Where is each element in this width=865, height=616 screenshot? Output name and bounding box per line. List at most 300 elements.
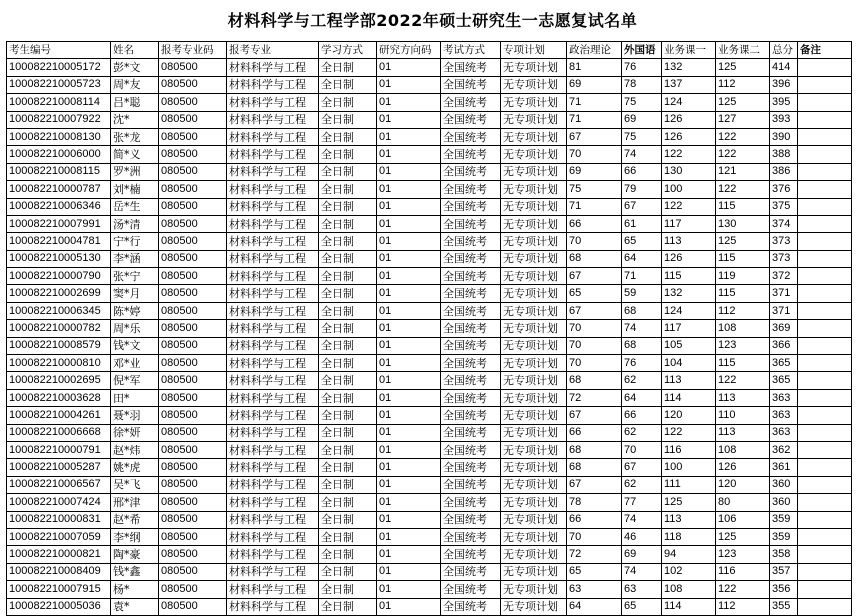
cell-politics-score: 67 bbox=[567, 302, 622, 319]
cell-politics-score: 70 bbox=[567, 355, 622, 372]
table-row bbox=[7, 59, 852, 76]
cell-major: 材料科学与工程 bbox=[227, 111, 319, 128]
cell-exam-type: 全国统考 bbox=[441, 389, 501, 406]
cell-remarks bbox=[798, 494, 852, 511]
cell-total-score: 369 bbox=[770, 320, 798, 337]
cell-special-plan: 无专项计划 bbox=[501, 424, 567, 441]
cell-major-code: 080500 bbox=[159, 389, 227, 406]
cell-total-score: 393 bbox=[770, 111, 798, 128]
cell-name: 李*纲 bbox=[111, 528, 159, 545]
cell-special-plan: 无专项计划 bbox=[501, 111, 567, 128]
cell-research-direction-code: 01 bbox=[377, 511, 441, 528]
column-header-politics-score: 政治理论 bbox=[567, 42, 622, 59]
cell-name: 陶*豪 bbox=[111, 546, 159, 563]
cell-special-plan: 无专项计划 bbox=[501, 215, 567, 232]
cell-candidate-id: 100082210002699 bbox=[7, 285, 111, 302]
cell-candidate-id: 100082210006668 bbox=[7, 424, 111, 441]
cell-special-plan: 无专项计划 bbox=[501, 563, 567, 580]
cell-research-direction-code: 01 bbox=[377, 528, 441, 545]
cell-foreign-language-score: 46 bbox=[622, 528, 662, 545]
cell-candidate-id: 100082210006000 bbox=[7, 146, 111, 163]
cell-total-score: 363 bbox=[770, 424, 798, 441]
cell-research-direction-code: 01 bbox=[377, 355, 441, 372]
column-header-study-mode: 学习方式 bbox=[319, 42, 377, 59]
table-row bbox=[7, 181, 852, 198]
cell-candidate-id: 100082210007424 bbox=[7, 494, 111, 511]
cell-name: 赵*希 bbox=[111, 511, 159, 528]
cell-total-score: 373 bbox=[770, 233, 798, 250]
table-row bbox=[7, 94, 852, 111]
cell-name: 张*宁 bbox=[111, 268, 159, 285]
cell-study-mode: 全日制 bbox=[319, 546, 377, 563]
cell-foreign-language-score: 74 bbox=[622, 320, 662, 337]
cell-foreign-language-score: 69 bbox=[622, 546, 662, 563]
cell-course-2-score: 126 bbox=[716, 459, 770, 476]
cell-candidate-id: 100082210004781 bbox=[7, 233, 111, 250]
cell-course-1-score: 102 bbox=[662, 563, 716, 580]
cell-course-1-score: 124 bbox=[662, 302, 716, 319]
cell-course-1-score: 122 bbox=[662, 198, 716, 215]
cell-course-1-score: 115 bbox=[662, 268, 716, 285]
cell-exam-type: 全国统考 bbox=[441, 424, 501, 441]
table-row bbox=[7, 215, 852, 232]
cell-foreign-language-score: 74 bbox=[622, 511, 662, 528]
cell-major-code: 080500 bbox=[159, 285, 227, 302]
cell-study-mode: 全日制 bbox=[319, 441, 377, 458]
cell-study-mode: 全日制 bbox=[319, 528, 377, 545]
cell-study-mode: 全日制 bbox=[319, 459, 377, 476]
cell-remarks bbox=[798, 59, 852, 76]
cell-politics-score: 67 bbox=[567, 268, 622, 285]
cell-foreign-language-score: 68 bbox=[622, 302, 662, 319]
cell-major-code: 080500 bbox=[159, 163, 227, 180]
cell-name: 钱*文 bbox=[111, 337, 159, 354]
cell-study-mode: 全日制 bbox=[319, 494, 377, 511]
cell-study-mode: 全日制 bbox=[319, 111, 377, 128]
cell-course-1-score: 122 bbox=[662, 146, 716, 163]
cell-candidate-id: 100082210005130 bbox=[7, 250, 111, 267]
cell-total-score: 365 bbox=[770, 372, 798, 389]
cell-name: 简*义 bbox=[111, 146, 159, 163]
table-row bbox=[7, 424, 852, 441]
cell-remarks bbox=[798, 441, 852, 458]
cell-candidate-id: 100082210003628 bbox=[7, 389, 111, 406]
cell-course-2-score: 110 bbox=[716, 407, 770, 424]
table-row bbox=[7, 163, 852, 180]
cell-exam-type: 全国统考 bbox=[441, 546, 501, 563]
cell-major-code: 080500 bbox=[159, 441, 227, 458]
cell-candidate-id: 100082210000791 bbox=[7, 441, 111, 458]
cell-exam-type: 全国统考 bbox=[441, 372, 501, 389]
cell-special-plan: 无专项计划 bbox=[501, 181, 567, 198]
table-body bbox=[7, 59, 852, 616]
cell-major: 材料科学与工程 bbox=[227, 424, 319, 441]
cell-foreign-language-score: 75 bbox=[622, 94, 662, 111]
cell-special-plan: 无专项计划 bbox=[501, 441, 567, 458]
cell-special-plan: 无专项计划 bbox=[501, 494, 567, 511]
cell-total-score: 357 bbox=[770, 563, 798, 580]
cell-politics-score: 63 bbox=[567, 581, 622, 598]
cell-name: 汤*清 bbox=[111, 215, 159, 232]
cell-candidate-id: 100082210006345 bbox=[7, 302, 111, 319]
cell-name: 岳*生 bbox=[111, 198, 159, 215]
table-row bbox=[7, 250, 852, 267]
table-row bbox=[7, 476, 852, 493]
cell-total-score: 414 bbox=[770, 59, 798, 76]
cell-exam-type: 全国统考 bbox=[441, 250, 501, 267]
cell-study-mode: 全日制 bbox=[319, 59, 377, 76]
cell-major-code: 080500 bbox=[159, 76, 227, 93]
cell-major-code: 080500 bbox=[159, 598, 227, 615]
cell-special-plan: 无专项计划 bbox=[501, 459, 567, 476]
cell-major: 材料科学与工程 bbox=[227, 146, 319, 163]
cell-candidate-id: 100082210007059 bbox=[7, 528, 111, 545]
cell-research-direction-code: 01 bbox=[377, 459, 441, 476]
cell-major-code: 080500 bbox=[159, 181, 227, 198]
cell-special-plan: 无专项计划 bbox=[501, 163, 567, 180]
cell-foreign-language-score: 62 bbox=[622, 424, 662, 441]
cell-candidate-id: 100082210002695 bbox=[7, 372, 111, 389]
cell-major-code: 080500 bbox=[159, 459, 227, 476]
table-row bbox=[7, 233, 852, 250]
cell-remarks bbox=[798, 337, 852, 354]
cell-course-2-score: 108 bbox=[716, 320, 770, 337]
cell-research-direction-code: 01 bbox=[377, 128, 441, 145]
cell-special-plan: 无专项计划 bbox=[501, 268, 567, 285]
cell-candidate-id: 100082210006567 bbox=[7, 476, 111, 493]
cell-remarks bbox=[798, 111, 852, 128]
cell-candidate-id: 100082210007922 bbox=[7, 111, 111, 128]
cell-remarks bbox=[798, 268, 852, 285]
cell-course-2-score: 112 bbox=[716, 598, 770, 615]
cell-total-score: 356 bbox=[770, 581, 798, 598]
table-row bbox=[7, 441, 852, 458]
column-header-foreign-language-score: 外国语 bbox=[622, 42, 662, 59]
cell-politics-score: 69 bbox=[567, 163, 622, 180]
cell-special-plan: 无专项计划 bbox=[501, 94, 567, 111]
cell-course-1-score: 113 bbox=[662, 511, 716, 528]
cell-research-direction-code: 01 bbox=[377, 372, 441, 389]
cell-major-code: 080500 bbox=[159, 546, 227, 563]
cell-course-2-score: 122 bbox=[716, 146, 770, 163]
cell-politics-score: 66 bbox=[567, 215, 622, 232]
table-row bbox=[7, 511, 852, 528]
cell-special-plan: 无专项计划 bbox=[501, 76, 567, 93]
cell-course-1-score: 125 bbox=[662, 494, 716, 511]
cell-foreign-language-score: 64 bbox=[622, 389, 662, 406]
cell-major: 材料科学与工程 bbox=[227, 198, 319, 215]
cell-research-direction-code: 01 bbox=[377, 476, 441, 493]
cell-foreign-language-score: 77 bbox=[622, 494, 662, 511]
cell-course-2-score: 125 bbox=[716, 94, 770, 111]
cell-total-score: 363 bbox=[770, 389, 798, 406]
cell-remarks bbox=[798, 563, 852, 580]
cell-research-direction-code: 01 bbox=[377, 546, 441, 563]
cell-remarks bbox=[798, 285, 852, 302]
cell-course-1-score: 114 bbox=[662, 598, 716, 615]
cell-candidate-id: 100082210008115 bbox=[7, 163, 111, 180]
table-row bbox=[7, 128, 852, 145]
cell-course-1-score: 126 bbox=[662, 111, 716, 128]
cell-remarks bbox=[798, 163, 852, 180]
cell-course-1-score: 122 bbox=[662, 424, 716, 441]
cell-major: 材料科学与工程 bbox=[227, 546, 319, 563]
cell-special-plan: 无专项计划 bbox=[501, 128, 567, 145]
cell-exam-type: 全国统考 bbox=[441, 128, 501, 145]
cell-course-1-score: 104 bbox=[662, 355, 716, 372]
cell-major: 材料科学与工程 bbox=[227, 581, 319, 598]
cell-exam-type: 全国统考 bbox=[441, 302, 501, 319]
cell-special-plan: 无专项计划 bbox=[501, 528, 567, 545]
cell-major: 材料科学与工程 bbox=[227, 94, 319, 111]
cell-politics-score: 70 bbox=[567, 146, 622, 163]
cell-remarks bbox=[798, 128, 852, 145]
cell-name: 邓*业 bbox=[111, 355, 159, 372]
cell-research-direction-code: 01 bbox=[377, 146, 441, 163]
cell-course-1-score: 132 bbox=[662, 285, 716, 302]
cell-foreign-language-score: 76 bbox=[622, 59, 662, 76]
cell-course-2-score: 115 bbox=[716, 250, 770, 267]
cell-total-score: 359 bbox=[770, 528, 798, 545]
cell-remarks bbox=[798, 320, 852, 337]
cell-exam-type: 全国统考 bbox=[441, 163, 501, 180]
cell-exam-type: 全国统考 bbox=[441, 59, 501, 76]
cell-remarks bbox=[798, 76, 852, 93]
cell-course-1-score: 94 bbox=[662, 546, 716, 563]
cell-politics-score: 71 bbox=[567, 111, 622, 128]
cell-major: 材料科学与工程 bbox=[227, 76, 319, 93]
cell-total-score: 388 bbox=[770, 146, 798, 163]
cell-foreign-language-score: 69 bbox=[622, 111, 662, 128]
document-title: 材料科学与工程学部2022年硕士研究生一志愿复试名单 bbox=[227, 11, 638, 30]
cell-foreign-language-score: 59 bbox=[622, 285, 662, 302]
cell-politics-score: 68 bbox=[567, 441, 622, 458]
cell-major-code: 080500 bbox=[159, 146, 227, 163]
cell-course-1-score: 100 bbox=[662, 459, 716, 476]
cell-politics-score: 71 bbox=[567, 198, 622, 215]
cell-total-score: 371 bbox=[770, 302, 798, 319]
cell-remarks bbox=[798, 233, 852, 250]
column-header-total-score: 总分 bbox=[770, 42, 798, 59]
cell-major-code: 080500 bbox=[159, 215, 227, 232]
cell-course-1-score: 126 bbox=[662, 250, 716, 267]
cell-course-1-score: 132 bbox=[662, 59, 716, 76]
cell-exam-type: 全国统考 bbox=[441, 198, 501, 215]
cell-special-plan: 无专项计划 bbox=[501, 598, 567, 615]
column-header-exam-type: 考试方式 bbox=[441, 42, 501, 59]
cell-course-1-score: 113 bbox=[662, 233, 716, 250]
cell-study-mode: 全日制 bbox=[319, 215, 377, 232]
cell-major: 材料科学与工程 bbox=[227, 337, 319, 354]
cell-remarks bbox=[798, 372, 852, 389]
cell-course-2-score: 113 bbox=[716, 424, 770, 441]
table-row bbox=[7, 494, 852, 511]
cell-study-mode: 全日制 bbox=[319, 163, 377, 180]
cell-major-code: 080500 bbox=[159, 111, 227, 128]
cell-remarks bbox=[798, 146, 852, 163]
cell-research-direction-code: 01 bbox=[377, 233, 441, 250]
cell-major-code: 080500 bbox=[159, 198, 227, 215]
cell-study-mode: 全日制 bbox=[319, 337, 377, 354]
table-row bbox=[7, 581, 852, 598]
cell-name: 袁* bbox=[111, 598, 159, 615]
cell-exam-type: 全国统考 bbox=[441, 581, 501, 598]
cell-course-2-score: 112 bbox=[716, 302, 770, 319]
cell-candidate-id: 100082210006346 bbox=[7, 198, 111, 215]
cell-name: 聂*羽 bbox=[111, 407, 159, 424]
cell-major: 材料科学与工程 bbox=[227, 233, 319, 250]
cell-special-plan: 无专项计划 bbox=[501, 476, 567, 493]
cell-course-2-score: 122 bbox=[716, 372, 770, 389]
cell-name: 罗*洲 bbox=[111, 163, 159, 180]
table-row bbox=[7, 146, 852, 163]
cell-special-plan: 无专项计划 bbox=[501, 389, 567, 406]
cell-study-mode: 全日制 bbox=[319, 128, 377, 145]
cell-course-1-score: 116 bbox=[662, 441, 716, 458]
cell-exam-type: 全国统考 bbox=[441, 94, 501, 111]
cell-politics-score: 70 bbox=[567, 528, 622, 545]
cell-total-score: 365 bbox=[770, 355, 798, 372]
cell-course-2-score: 115 bbox=[716, 285, 770, 302]
cell-politics-score: 81 bbox=[567, 59, 622, 76]
cell-major: 材料科学与工程 bbox=[227, 476, 319, 493]
cell-research-direction-code: 01 bbox=[377, 111, 441, 128]
cell-research-direction-code: 01 bbox=[377, 441, 441, 458]
cell-exam-type: 全国统考 bbox=[441, 441, 501, 458]
cell-major-code: 080500 bbox=[159, 407, 227, 424]
cell-exam-type: 全国统考 bbox=[441, 598, 501, 615]
cell-course-2-score: 121 bbox=[716, 163, 770, 180]
cell-special-plan: 无专项计划 bbox=[501, 581, 567, 598]
cell-name: 杨* bbox=[111, 581, 159, 598]
cell-candidate-id: 100082210000821 bbox=[7, 546, 111, 563]
cell-study-mode: 全日制 bbox=[319, 94, 377, 111]
cell-course-2-score: 125 bbox=[716, 59, 770, 76]
cell-special-plan: 无专项计划 bbox=[501, 198, 567, 215]
cell-exam-type: 全国统考 bbox=[441, 285, 501, 302]
cell-politics-score: 68 bbox=[567, 459, 622, 476]
cell-total-score: 361 bbox=[770, 459, 798, 476]
cell-foreign-language-score: 63 bbox=[622, 581, 662, 598]
cell-major: 材料科学与工程 bbox=[227, 563, 319, 580]
cell-total-score: 373 bbox=[770, 250, 798, 267]
cell-major-code: 080500 bbox=[159, 528, 227, 545]
table-row bbox=[7, 389, 852, 406]
column-header-candidate-id: 考生编号 bbox=[7, 42, 111, 59]
cell-special-plan: 无专项计划 bbox=[501, 511, 567, 528]
cell-course-1-score: 114 bbox=[662, 389, 716, 406]
cell-name: 钱*鑫 bbox=[111, 563, 159, 580]
cell-foreign-language-score: 70 bbox=[622, 441, 662, 458]
cell-study-mode: 全日制 bbox=[319, 76, 377, 93]
cell-candidate-id: 100082210007991 bbox=[7, 215, 111, 232]
cell-research-direction-code: 01 bbox=[377, 250, 441, 267]
admission-list-table bbox=[6, 41, 852, 616]
cell-major: 材料科学与工程 bbox=[227, 268, 319, 285]
cell-study-mode: 全日制 bbox=[319, 302, 377, 319]
cell-research-direction-code: 01 bbox=[377, 268, 441, 285]
column-header-name: 姓名 bbox=[111, 42, 159, 59]
cell-study-mode: 全日制 bbox=[319, 268, 377, 285]
cell-exam-type: 全国统考 bbox=[441, 563, 501, 580]
cell-major: 材料科学与工程 bbox=[227, 320, 319, 337]
cell-name: 吕*聪 bbox=[111, 94, 159, 111]
cell-course-1-score: 108 bbox=[662, 581, 716, 598]
table-row bbox=[7, 198, 852, 215]
cell-name: 徐*妍 bbox=[111, 424, 159, 441]
cell-candidate-id: 100082210008409 bbox=[7, 563, 111, 580]
cell-special-plan: 无专项计划 bbox=[501, 320, 567, 337]
cell-foreign-language-score: 62 bbox=[622, 476, 662, 493]
column-header-course-2-score: 业务课二 bbox=[716, 42, 770, 59]
cell-special-plan: 无专项计划 bbox=[501, 146, 567, 163]
cell-remarks bbox=[798, 407, 852, 424]
table-row bbox=[7, 407, 852, 424]
cell-study-mode: 全日制 bbox=[319, 563, 377, 580]
cell-total-score: 358 bbox=[770, 546, 798, 563]
table-row bbox=[7, 337, 852, 354]
cell-major: 材料科学与工程 bbox=[227, 528, 319, 545]
cell-course-2-score: 127 bbox=[716, 111, 770, 128]
column-header-remarks: 备注 bbox=[798, 42, 852, 59]
cell-major: 材料科学与工程 bbox=[227, 181, 319, 198]
table-row bbox=[7, 563, 852, 580]
table-row bbox=[7, 285, 852, 302]
cell-major-code: 080500 bbox=[159, 511, 227, 528]
cell-name: 刘*楠 bbox=[111, 181, 159, 198]
cell-major: 材料科学与工程 bbox=[227, 511, 319, 528]
cell-research-direction-code: 01 bbox=[377, 163, 441, 180]
cell-research-direction-code: 01 bbox=[377, 494, 441, 511]
cell-remarks bbox=[798, 215, 852, 232]
column-header-research-direction-code: 研究方向码 bbox=[377, 42, 441, 59]
cell-politics-score: 75 bbox=[567, 181, 622, 198]
cell-course-2-score: 122 bbox=[716, 181, 770, 198]
cell-name: 周*友 bbox=[111, 76, 159, 93]
cell-major: 材料科学与工程 bbox=[227, 215, 319, 232]
cell-special-plan: 无专项计划 bbox=[501, 302, 567, 319]
cell-major-code: 080500 bbox=[159, 128, 227, 145]
cell-course-2-score: 113 bbox=[716, 389, 770, 406]
cell-major-code: 080500 bbox=[159, 355, 227, 372]
cell-politics-score: 70 bbox=[567, 320, 622, 337]
cell-study-mode: 全日制 bbox=[319, 198, 377, 215]
cell-major-code: 080500 bbox=[159, 494, 227, 511]
cell-study-mode: 全日制 bbox=[319, 355, 377, 372]
cell-major: 材料科学与工程 bbox=[227, 163, 319, 180]
cell-exam-type: 全国统考 bbox=[441, 233, 501, 250]
cell-total-score: 395 bbox=[770, 94, 798, 111]
table-row bbox=[7, 320, 852, 337]
cell-exam-type: 全国统考 bbox=[441, 111, 501, 128]
table-row bbox=[7, 76, 852, 93]
cell-special-plan: 无专项计划 bbox=[501, 285, 567, 302]
cell-major: 材料科学与工程 bbox=[227, 441, 319, 458]
cell-course-1-score: 126 bbox=[662, 128, 716, 145]
cell-remarks bbox=[798, 181, 852, 198]
cell-course-1-score: 118 bbox=[662, 528, 716, 545]
table-row bbox=[7, 372, 852, 389]
cell-major: 材料科学与工程 bbox=[227, 355, 319, 372]
cell-major-code: 080500 bbox=[159, 563, 227, 580]
cell-remarks bbox=[798, 424, 852, 441]
cell-study-mode: 全日制 bbox=[319, 285, 377, 302]
cell-study-mode: 全日制 bbox=[319, 424, 377, 441]
cell-major-code: 080500 bbox=[159, 581, 227, 598]
cell-candidate-id: 100082210000787 bbox=[7, 181, 111, 198]
cell-major: 材料科学与工程 bbox=[227, 459, 319, 476]
cell-total-score: 372 bbox=[770, 268, 798, 285]
